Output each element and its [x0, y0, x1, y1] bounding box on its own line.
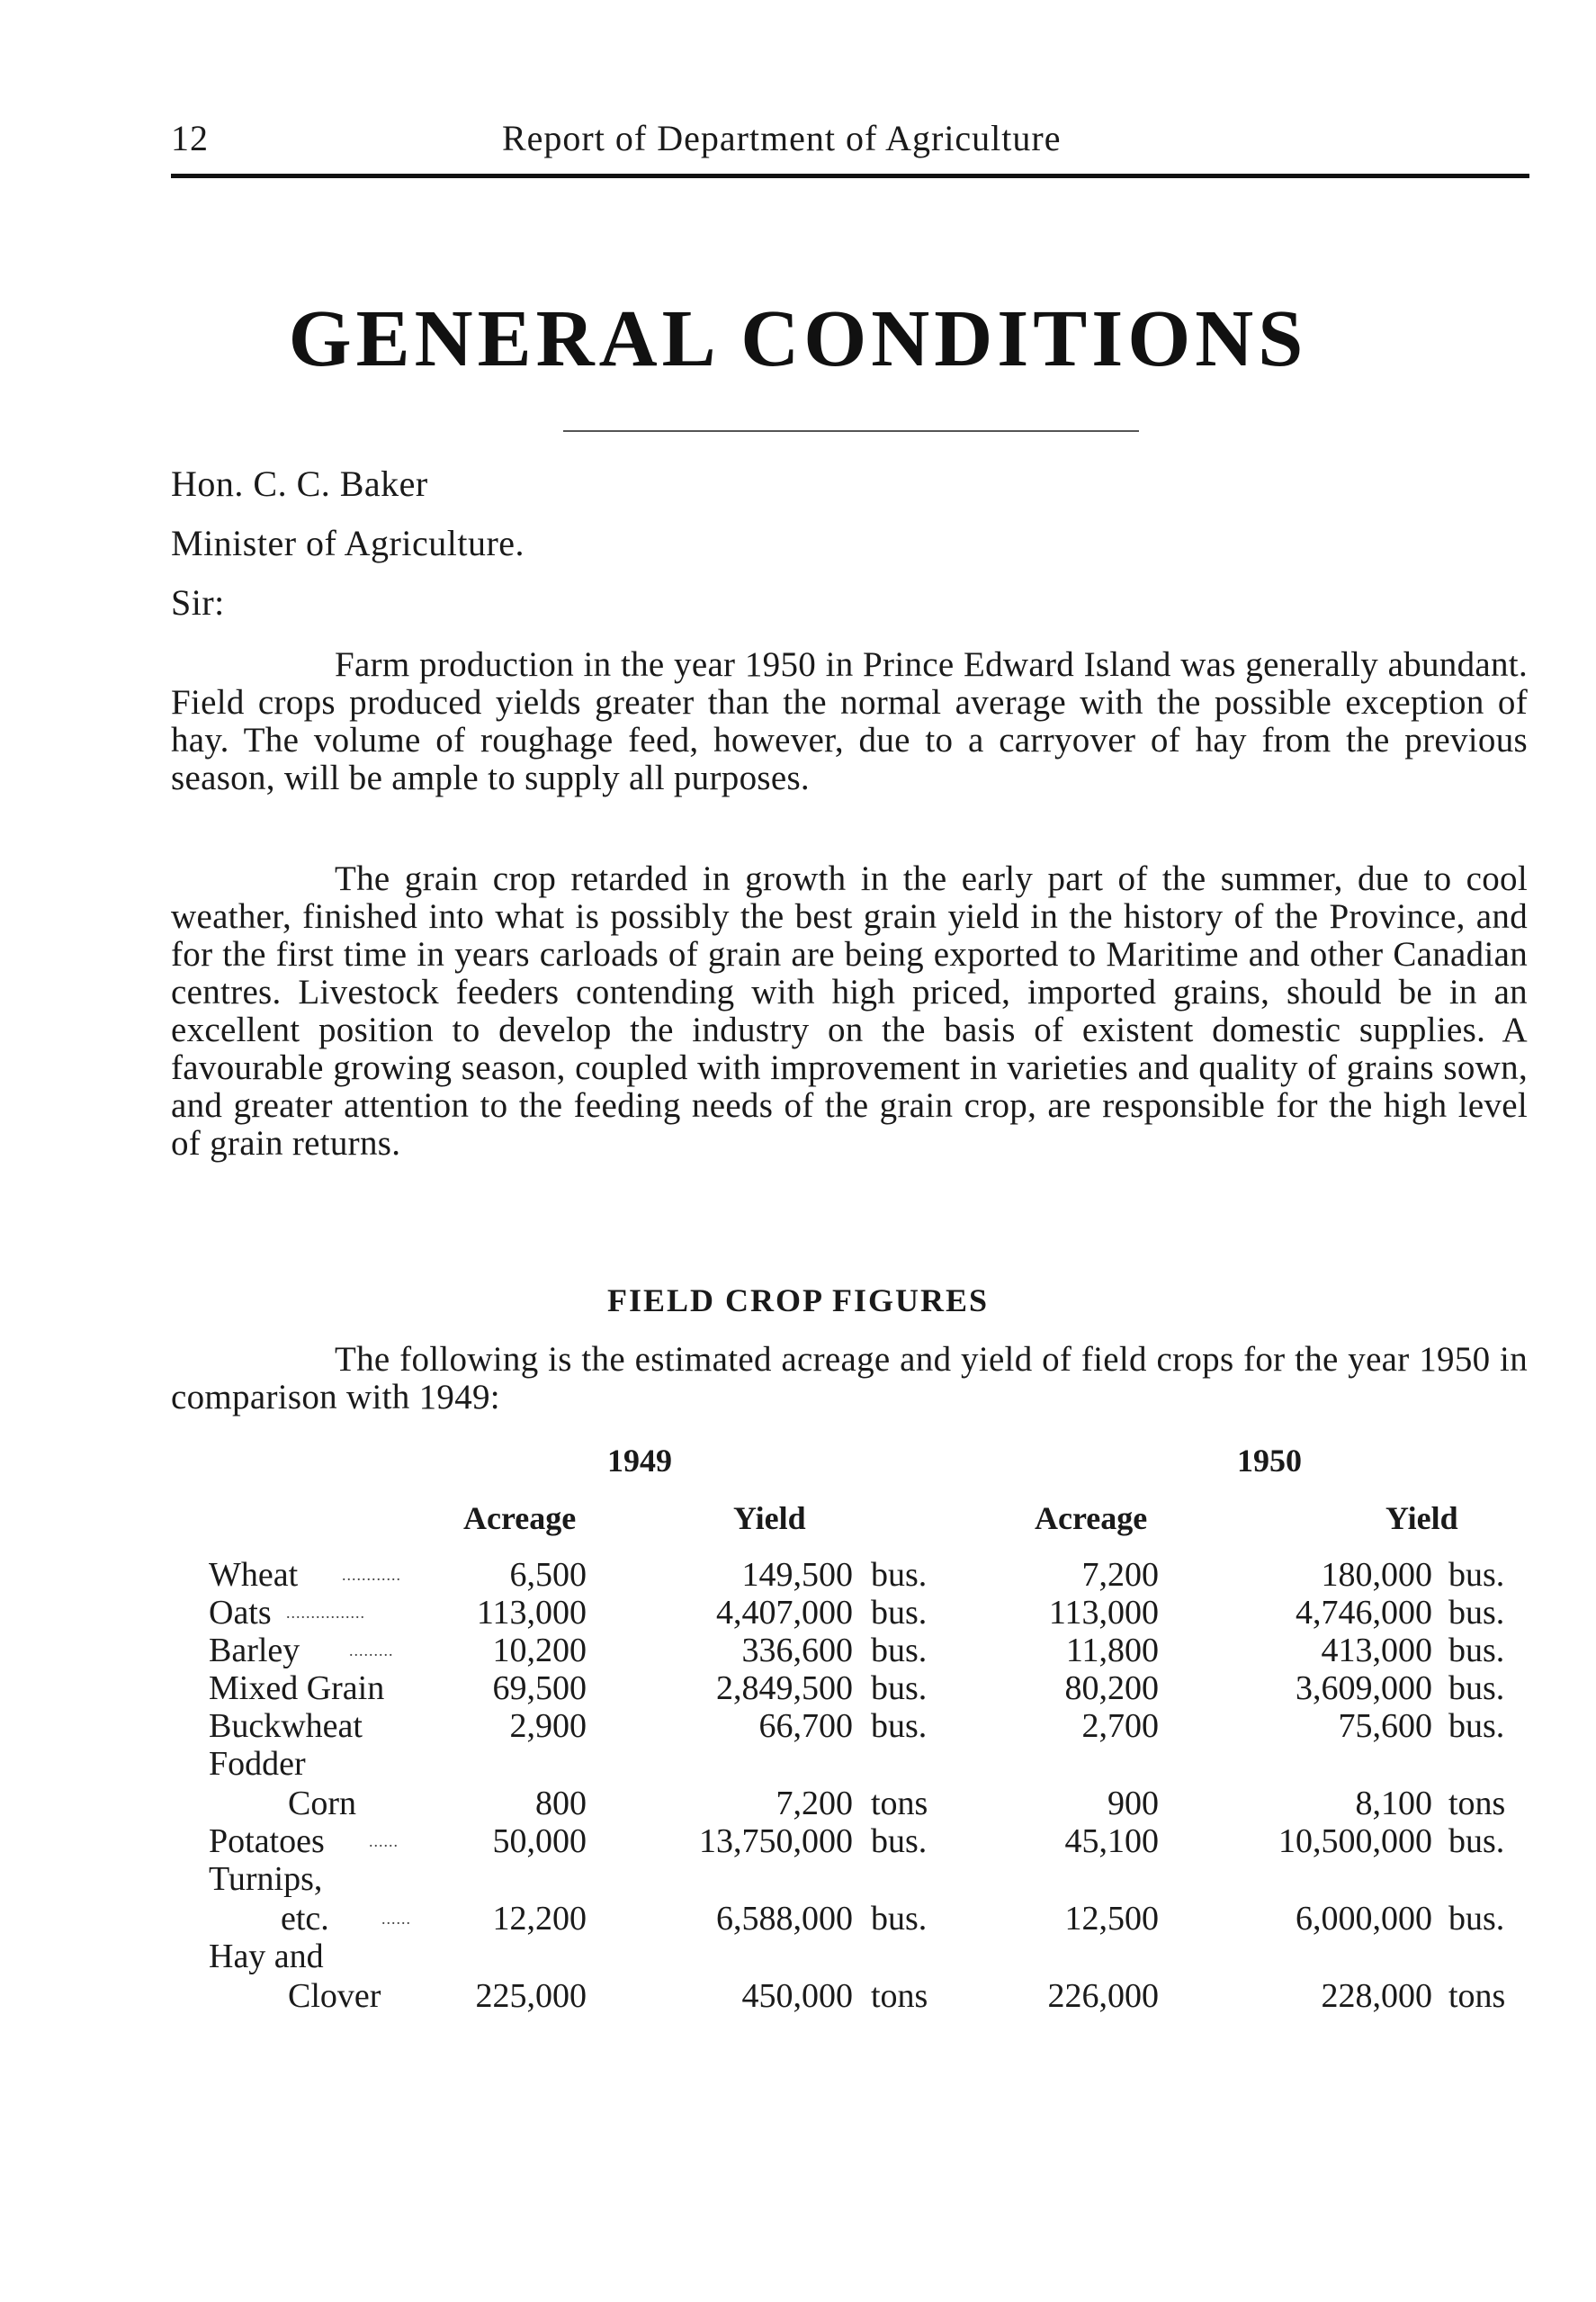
- crop-name: Potatoes: [209, 1822, 325, 1860]
- crop-name-continued: etc.: [281, 1900, 329, 1938]
- unit-1949: bus.: [871, 1707, 928, 1745]
- unit-1949: bus.: [871, 1822, 928, 1860]
- unit-1949: bus.: [871, 1669, 928, 1707]
- yield-1950: 180,000: [1321, 1556, 1432, 1594]
- addressee-title: Minister of Agriculture.: [171, 523, 525, 563]
- yield-1950: 8,100: [1355, 1785, 1432, 1822]
- acreage-1950: 7,200: [1081, 1556, 1159, 1594]
- yield-1949: 450,000: [741, 1977, 853, 2015]
- acreage-1950: 226,000: [1047, 1977, 1159, 2015]
- paragraph-farm-production: Farm production in the year 1950 in Prince Edward Island was generally abundant. Field crops produced yields greater than the normal average with the possible exception of hay. The volume of roughage feed, however, due to a carryover of hay from the previous season, will be ample to supply all purposes.: [171, 645, 1528, 797]
- year-heading-1949: 1949: [607, 1443, 672, 1479]
- table-row: [0, 1706, 1596, 1746]
- crop-name: Oats: [209, 1594, 272, 1632]
- table-row: [0, 1631, 1596, 1670]
- leader-dots: .........: [349, 1641, 394, 1659]
- unit-1950: tons: [1448, 1785, 1506, 1822]
- yield-1949: 6,588,000: [716, 1900, 853, 1938]
- yield-1950: 413,000: [1321, 1632, 1432, 1669]
- header-rule: [171, 174, 1529, 178]
- crop-name: Wheat: [209, 1556, 299, 1594]
- addressee-name: Hon. C. C. Baker: [171, 463, 428, 504]
- crop-name: Turnips,: [209, 1860, 323, 1898]
- unit-1949: tons: [871, 1785, 928, 1822]
- yield-1950: 10,500,000: [1278, 1822, 1432, 1860]
- salutation: Sir:: [171, 582, 225, 623]
- yield-1950: 228,000: [1321, 1977, 1432, 2015]
- unit-1950: bus.: [1448, 1669, 1505, 1707]
- acreage-1949: 69,500: [492, 1669, 587, 1707]
- table-row: [0, 1555, 1596, 1595]
- yield-1949: 336,600: [741, 1632, 853, 1669]
- acreage-1950: 900: [1107, 1785, 1159, 1822]
- unit-1950: bus.: [1448, 1900, 1505, 1938]
- yield-1949: 2,849,500: [716, 1669, 853, 1707]
- yield-1950: 3,609,000: [1296, 1669, 1432, 1707]
- paragraph-grain-crop: The grain crop retarded in growth in the early part of the summer, due to cool weather, finished into what is possibly the best grain yield in the history of the Province, and for the first time in years carloads of grain are being exported to Maritime and other Canadian centres. Livestock feeders contending with high priced, imported grains, should be in an excellent position to develop the industry on the basis of existent domestic supplies. A favourable growing season, coupled with improvement in varieties and quality of grains sown, and greater attention to the feeding needs of the grain crop, are responsible for the high level of grain returns.: [171, 859, 1528, 1163]
- unit-1950: bus.: [1448, 1822, 1505, 1860]
- yield-1950: 75,600: [1338, 1707, 1432, 1745]
- yield-1950: 4,746,000: [1296, 1594, 1432, 1632]
- yield-1949: 7,200: [776, 1785, 853, 1822]
- crop-name: Mixed Grain: [209, 1669, 385, 1707]
- yield-1949: 13,750,000: [699, 1822, 853, 1860]
- table-row: [0, 1593, 1596, 1632]
- unit-1950: bus.: [1448, 1594, 1505, 1632]
- acreage-1950: 45,100: [1064, 1822, 1159, 1860]
- running-title: Report of Department of Agriculture: [502, 118, 1062, 158]
- crop-name: Buckwheat: [209, 1707, 363, 1745]
- table-row-label: [0, 1859, 1596, 1899]
- crop-name: Fodder: [209, 1745, 306, 1783]
- yield-1949: 4,407,000: [716, 1594, 853, 1632]
- leader-dots: ............: [342, 1566, 401, 1584]
- yield-1950: 6,000,000: [1296, 1900, 1432, 1938]
- title-rule: [563, 430, 1139, 432]
- section-heading: FIELD CROP FIGURES: [606, 1282, 990, 1318]
- yield-1949: 66,700: [758, 1707, 853, 1745]
- crop-name: Hay and: [209, 1938, 324, 1975]
- table-row-label: [0, 1744, 1596, 1784]
- table-row: [0, 1899, 1596, 1938]
- paragraph-table-intro: The following is the estimated acreage and yield of field crops for the year 1950 in comparison with 1949:: [171, 1340, 1528, 1416]
- table-row: [0, 1976, 1596, 2016]
- year-heading-1950: 1950: [1237, 1443, 1302, 1479]
- unit-1950: tons: [1448, 1977, 1506, 2015]
- page-title: GENERAL CONDITIONS: [288, 294, 1308, 383]
- acreage-1950: 80,200: [1064, 1669, 1159, 1707]
- acreage-1950: 2,700: [1081, 1707, 1159, 1745]
- unit-1949: bus.: [871, 1594, 928, 1632]
- leader-dots: ................: [286, 1604, 365, 1622]
- column-header-acreage-1949: Acreage: [463, 1500, 577, 1536]
- crop-name-continued: Clover: [288, 1977, 381, 2015]
- acreage-1949: 2,900: [509, 1707, 587, 1745]
- table-row-label: [0, 1937, 1596, 1976]
- acreage-1950: 113,000: [1048, 1594, 1159, 1632]
- acreage-1949: 800: [535, 1785, 587, 1822]
- leader-dots: ......: [369, 1832, 399, 1850]
- acreage-1949: 50,000: [492, 1822, 587, 1860]
- unit-1949: bus.: [871, 1900, 928, 1938]
- unit-1950: bus.: [1448, 1632, 1505, 1669]
- table-row: [0, 1784, 1596, 1823]
- table-row: [0, 1821, 1596, 1861]
- page-number: 12: [171, 118, 209, 158]
- unit-1950: bus.: [1448, 1707, 1505, 1745]
- crop-name-continued: Corn: [288, 1785, 356, 1822]
- column-header-yield-1949: Yield: [733, 1500, 806, 1536]
- column-header-yield-1950: Yield: [1385, 1500, 1458, 1536]
- unit-1949: tons: [871, 1977, 928, 2015]
- acreage-1949: 12,200: [492, 1900, 587, 1938]
- unit-1950: bus.: [1448, 1556, 1505, 1594]
- yield-1949: 149,500: [741, 1556, 853, 1594]
- unit-1949: bus.: [871, 1632, 928, 1669]
- column-header-acreage-1950: Acreage: [1035, 1500, 1148, 1536]
- acreage-1949: 225,000: [475, 1977, 587, 2015]
- acreage-1950: 11,800: [1065, 1632, 1159, 1669]
- acreage-1949: 10,200: [492, 1632, 587, 1669]
- crop-name: Barley: [209, 1632, 300, 1669]
- acreage-1949: 113,000: [476, 1594, 587, 1632]
- unit-1949: bus.: [871, 1556, 928, 1594]
- leader-dots: ......: [381, 1910, 411, 1928]
- acreage-1950: 12,500: [1064, 1900, 1159, 1938]
- table-row: [0, 1668, 1596, 1708]
- acreage-1949: 6,500: [509, 1556, 587, 1594]
